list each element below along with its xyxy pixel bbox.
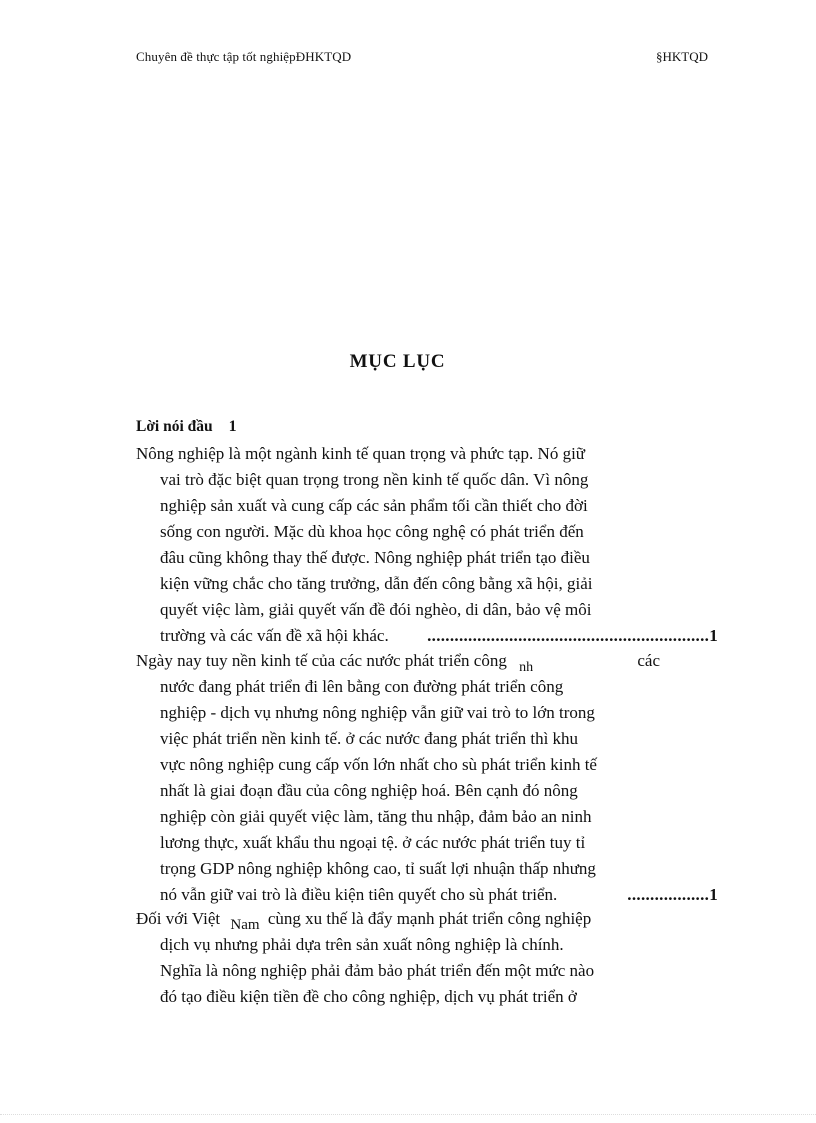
running-header-right: §HKTQD (656, 49, 708, 64)
toc-line: nghiệp còn giải quyết việc làm, tăng thu nhập, đảm bảo an ninh (160, 807, 592, 826)
toc-leader-page: ..................1 (627, 885, 718, 904)
toc-line: vai trò đặc biệt quan trọng trong nền kinh tế quốc dân. Vì nông (160, 470, 589, 489)
toc-line: nước đang phát triển đi lên bằng con đường phát triển công (160, 677, 564, 696)
toc-line: Đối với Việt (136, 909, 221, 928)
toc-line: cùng xu thế là đẩy mạnh phát triển công nghiệp (267, 909, 592, 928)
toc-line: trọng GDP nông nghiệp không cao, tỉ suất lợi nhuận thấp nhưng (160, 859, 596, 878)
toc-line: Ngày nay tuy nền kinh tế của các nước phát triển công (136, 651, 507, 670)
toc-line: kiện vững chắc cho tăng trưởng, dẫn đến công bằng xã hội, giải (160, 574, 593, 593)
toc-line: trường và các vấn đề xã hội khác. (160, 626, 389, 645)
toc-line: nhất là giai đoạn đầu của công nghiệp hoá. Bên cạnh đó nông (160, 781, 578, 800)
page-title: MỤC LỤC (349, 351, 446, 372)
toc-line: Nông nghiệp là một ngành kinh tế quan trọng và phức tạp. Nó giữ (136, 444, 586, 463)
running-header-left: Chuyên đề thực tập tốt nghiệpĐHKTQD (136, 49, 352, 64)
toc-line: sống con người. Mặc dù khoa học công nghệ có phát triển đến (160, 522, 584, 541)
toc-line: nó vẫn giữ vai trò là điều kiện tiên quyết cho sù phát triển. (160, 885, 558, 904)
toc-line-fragment: Nam (230, 917, 260, 933)
toc-line: dịch vụ nhưng phải dựa trên sản xuất nông nghiệp là chính. (160, 935, 564, 954)
page-bottom-rule (0, 1114, 816, 1115)
toc-intro-label: Lời nói đầu (136, 418, 213, 435)
toc-intro (136, 418, 237, 436)
toc-line: lương thực, xuất khẩu thu ngoại tệ. ở các nước phát triển tuy tỉ (160, 833, 586, 852)
toc-line: nghiệp - dịch vụ nhưng nông nghiệp vẫn giữ vai trò to lớn trong (160, 703, 595, 722)
toc-line: các (637, 651, 660, 670)
toc-line: đâu cũng không thay thế được. Nông nghiệp phát triển tạo điều (160, 548, 590, 567)
toc-intro-page: 1 (228, 418, 237, 435)
toc-entry-3 (136, 906, 718, 1010)
toc-entry-1 (136, 441, 718, 649)
toc-line: quyết việc làm, giải quyết vấn đề đói nghèo, di dân, bảo vệ môi (160, 600, 592, 619)
toc-line: đó tạo điều kiện tiền đề cho công nghiệp, dịch vụ phát triển ở (160, 987, 577, 1006)
toc-leader-page: ..............................................................1 (427, 626, 718, 645)
toc-line-fragment: nh (519, 660, 534, 675)
toc-line: Nghĩa là nông nghiệp phải đảm bảo phát triển đến một mức nào (160, 961, 595, 980)
toc-entry-2 (136, 648, 718, 908)
toc-line: vực nông nghiệp cung cấp vốn lớn nhất cho sù phát triển kinh tế (160, 755, 597, 774)
toc-line: nghiệp sản xuất và cung cấp các sản phẩm tối cần thiết cho đời (160, 496, 588, 515)
toc-line: việc phát triển nền kinh tế. ở các nước đang phát triển thì khu (160, 729, 579, 748)
